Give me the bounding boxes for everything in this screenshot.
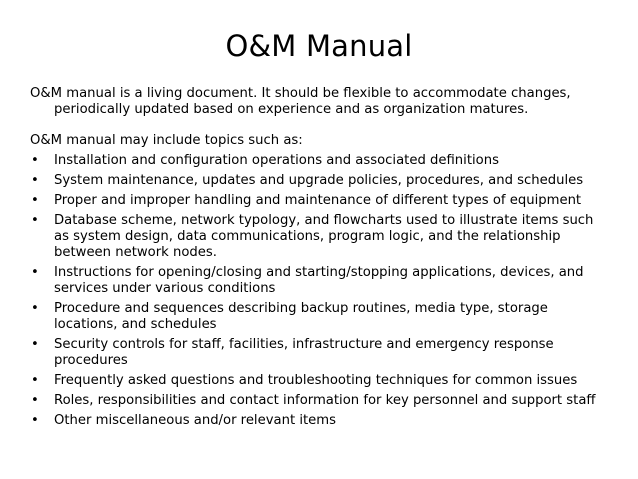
bullet-icon: • <box>31 193 39 208</box>
list-item <box>30 301 600 333</box>
slide-title: O&M Manual <box>225 29 413 63</box>
list-item-text: System maintenance, updates and upgrade policies, procedures, and schedules <box>54 173 584 188</box>
slide-body <box>30 86 600 433</box>
list-item-text: Roles, responsibilities and contact information for key personnel and support staff <box>54 393 596 408</box>
paragraph-spacer <box>30 118 600 133</box>
list-item-text: Frequently asked questions and troubleshooting techniques for common issues <box>54 373 578 388</box>
bullet-icon: • <box>31 393 39 408</box>
list-item <box>30 153 600 169</box>
list-item-text: Security controls for staff, facilities, infrastructure and emergency response procedures <box>54 337 554 368</box>
topics-list <box>30 153 600 429</box>
list-item <box>30 413 600 429</box>
list-item <box>30 173 600 189</box>
list-item <box>30 213 600 261</box>
bullet-icon: • <box>31 213 39 228</box>
list-item <box>30 265 600 297</box>
topics-heading: O&M manual may include topics such as: <box>30 133 303 148</box>
bullet-icon: • <box>31 337 39 352</box>
bullet-icon: • <box>31 265 39 280</box>
bullet-icon: • <box>31 173 39 188</box>
bullet-icon: • <box>31 413 39 428</box>
bullet-icon: • <box>31 301 39 316</box>
intro-paragraph: O&M manual is a living document. It should be flexible to accommodate changes, periodically updated based on experience and as organization matures. <box>30 86 571 117</box>
list-item-text: Database scheme, network typology, and flowcharts used to illustrate items such as system design, data communications, program logic, and the relationship between network nodes. <box>54 213 594 260</box>
list-item-text: Instructions for opening/closing and starting/stopping applications, devices, and services under various conditions <box>54 265 584 296</box>
list-item-text: Other miscellaneous and/or relevant items <box>54 413 336 428</box>
list-item <box>30 337 600 369</box>
list-item-text: Installation and configuration operations and associated definitions <box>54 153 499 168</box>
list-item-text: Procedure and sequences describing backup routines, media type, storage locations, and schedules <box>54 301 548 332</box>
list-item-text: Proper and improper handling and maintenance of different types of equipment <box>54 193 582 208</box>
list-item <box>30 373 600 389</box>
bullet-icon: • <box>31 153 39 168</box>
list-item <box>30 193 600 209</box>
bullet-icon: • <box>31 373 39 388</box>
list-item <box>30 393 600 409</box>
